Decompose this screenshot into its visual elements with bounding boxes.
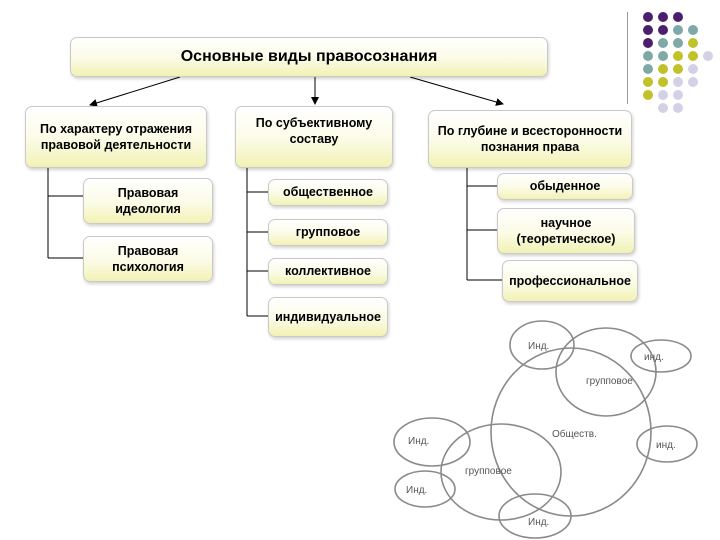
- item-professional: профессиональное: [502, 260, 638, 302]
- item-individual: индивидуальное: [268, 297, 388, 337]
- item-public: общественное: [268, 179, 388, 206]
- item-ordinary: обыденное: [497, 173, 633, 200]
- item-legal-ideology: Правовая идеология: [83, 178, 213, 224]
- label-ind-bottom: Инд.: [528, 517, 550, 528]
- circle-ind-left: [394, 418, 470, 466]
- category-3-box: По глубине и всесторонности познания права: [428, 110, 632, 168]
- label-ind-top: Инд.: [528, 341, 550, 352]
- label-society: Обществ.: [552, 429, 597, 440]
- label-group-left: групповое: [465, 466, 512, 477]
- label-ind-right: инд.: [656, 440, 676, 451]
- item-legal-psychology: Правовая психология: [83, 236, 213, 282]
- circle-group-top: [556, 328, 656, 416]
- item-scientific: научное (теоретическое): [497, 208, 635, 254]
- category-2-box: По субъективному составу: [235, 106, 393, 168]
- diagram-title: Основные виды правосознания: [70, 37, 548, 77]
- item-group: групповое: [268, 219, 388, 246]
- label-ind-topright: инд.: [644, 352, 664, 363]
- label-group-top: групповое: [586, 376, 633, 387]
- category-1-box: По характеру отражения правовой деятельности: [25, 106, 207, 168]
- label-ind-left: Инд.: [408, 436, 430, 447]
- label-ind-bottomleft: Инд.: [406, 485, 428, 496]
- item-collective: коллективное: [268, 258, 388, 285]
